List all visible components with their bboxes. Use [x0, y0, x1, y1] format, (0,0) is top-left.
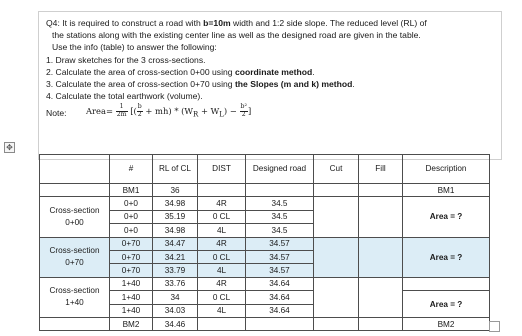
dist-cell: 4R	[198, 277, 246, 290]
header-designed: Designed road	[246, 155, 314, 184]
question-text	[46, 17, 494, 122]
description-cell	[403, 277, 490, 290]
table-row	[40, 317, 490, 330]
station-cell: 1+40	[110, 304, 153, 317]
area-description-cell	[403, 197, 490, 237]
table-row	[40, 184, 490, 197]
table-row	[40, 277, 490, 290]
dist-cell: 0 CL	[198, 210, 246, 223]
step-text: 3. Calculate the area of cross-section 0+70 using	[46, 79, 235, 90]
question-text-span: width and 1:2 side slope. The reduced level (RL) of	[230, 18, 427, 28]
designed-cell: 34.64	[246, 291, 314, 304]
survey-table	[39, 154, 490, 331]
designed-cell: 34.5	[246, 224, 314, 237]
fraction-denominator: 2	[137, 111, 142, 119]
step-text: 2. Calculate the area of cross-section 0+00 using	[46, 66, 235, 77]
table-row	[40, 197, 490, 210]
station-cell: 0+70	[110, 264, 153, 277]
header-description: Description	[403, 155, 490, 184]
fill-cell	[359, 184, 403, 197]
dist-cell: 4R	[198, 237, 246, 250]
area-formula	[86, 104, 251, 121]
fraction-numerator: 1	[116, 104, 128, 112]
section-cell	[40, 184, 110, 197]
station-cell: 1+40	[110, 291, 153, 304]
formula-fraction	[240, 104, 248, 119]
formula-subscript: L	[219, 110, 224, 119]
formula-fraction	[116, 104, 128, 119]
step-4: 4. Calculate the total earthwork (volume).	[46, 91, 203, 102]
cut-cell	[314, 277, 359, 317]
station-cell: 0+0	[110, 210, 153, 223]
question-line-1	[46, 17, 494, 29]
designed-cell: 34.5	[246, 210, 314, 223]
rl-cell: 34.98	[153, 224, 198, 237]
question-text-span: Q4: It is required to construct a road with	[46, 18, 204, 28]
formula-text: + mh) * (W	[145, 106, 194, 117]
step-text: .	[352, 79, 355, 90]
designed-cell: 34.57	[246, 264, 314, 277]
dist-cell	[198, 317, 246, 330]
table-move-handle-icon[interactable]: ✥	[4, 142, 15, 153]
table-header-row	[40, 155, 490, 184]
station-cell: BM2	[110, 317, 153, 330]
rl-cell: 34.98	[153, 197, 198, 210]
station-cell: 1+40	[110, 277, 153, 290]
section-cell: Cross-section 0+00	[40, 197, 110, 237]
station-cell: 0+70	[110, 237, 153, 250]
rl-cell: 35.19	[153, 210, 198, 223]
step-bold: coordinate method	[234, 66, 313, 77]
step-text: .	[312, 66, 315, 77]
step-1: 1. Draw sketches for the 3 cross-sections.	[46, 54, 206, 65]
formula-text: + W	[198, 106, 220, 117]
question-line-3: Use the info (table) to answer the following:	[52, 42, 217, 53]
designed-cell: 34.64	[246, 277, 314, 290]
cut-cell	[314, 197, 359, 237]
fill-cell	[359, 317, 403, 330]
designed-cell: 34.64	[246, 304, 314, 317]
designed-cell	[246, 184, 314, 197]
rl-cell: 33.76	[153, 277, 198, 290]
section-cell: Cross-section 0+70	[40, 237, 110, 277]
fill-cell	[359, 237, 403, 277]
station-cell: 0+0	[110, 197, 153, 210]
station-cell: 0+70	[110, 250, 153, 263]
step-2	[46, 66, 494, 78]
cut-cell	[314, 184, 359, 197]
area-prompt: Area = ?	[429, 299, 463, 309]
header-rl: RL of CL	[153, 155, 198, 184]
note-line	[46, 104, 494, 122]
rl-cell: 34.47	[153, 237, 198, 250]
fill-cell	[359, 197, 403, 237]
dist-cell	[198, 184, 246, 197]
step-3	[46, 78, 494, 90]
header-fill: Fill	[359, 155, 403, 184]
description-cell: BM2	[403, 317, 490, 330]
area-description-cell	[403, 237, 490, 277]
rl-cell: 34.03	[153, 304, 198, 317]
table-resize-handle[interactable]	[489, 321, 500, 332]
designed-cell: 34.57	[246, 250, 314, 263]
station-cell: BM1	[110, 184, 153, 197]
dist-cell: 4L	[198, 224, 246, 237]
table-row	[40, 237, 490, 250]
fill-cell	[359, 277, 403, 317]
question-line-2: the stations along with the existing center line as well as the designed road are given in the table.	[52, 30, 421, 41]
dist-cell: 4R	[198, 197, 246, 210]
station-cell: 0+0	[110, 224, 153, 237]
area-prompt: Area = ?	[429, 252, 463, 262]
fraction-denominator: 2m	[116, 111, 127, 119]
rl-cell: 33.79	[153, 264, 198, 277]
rl-cell: 36	[153, 184, 198, 197]
header-section	[40, 155, 110, 184]
header-station: #	[110, 155, 153, 184]
dist-cell: 4L	[198, 264, 246, 277]
fraction-numerator: b	[137, 103, 142, 111]
fraction-numerator: b²	[240, 103, 247, 111]
section-cell: Cross-section 1+40	[40, 277, 110, 317]
header-cut: Cut	[314, 155, 359, 184]
dist-cell: 4L	[198, 304, 246, 317]
rl-cell: 34.46	[153, 317, 198, 330]
dist-cell: 0 CL	[198, 250, 246, 263]
fraction-denominator: 2	[241, 111, 246, 119]
cut-cell	[314, 237, 359, 277]
formula-text: ) −	[223, 106, 237, 117]
designed-cell	[246, 317, 314, 330]
rl-cell: 34	[153, 291, 198, 304]
step-bold: the Slopes (m and k) method	[234, 79, 353, 90]
designed-cell: 34.5	[246, 197, 314, 210]
area-description-cell	[403, 291, 490, 318]
formula-text: [(	[130, 106, 137, 117]
note-label: Note:	[46, 108, 67, 119]
formula-text: ]	[247, 106, 252, 117]
designed-cell: 34.57	[246, 237, 314, 250]
section-cell	[40, 317, 110, 330]
road-width-bold: b=10m	[203, 18, 231, 28]
formula-subscript: R	[193, 110, 199, 119]
cut-cell	[314, 317, 359, 330]
description-cell: BM1	[403, 184, 490, 197]
area-prompt: Area = ?	[429, 212, 463, 222]
rl-cell: 34.21	[153, 250, 198, 263]
header-dist: DIST	[198, 155, 246, 184]
formula-text: Area=	[86, 106, 114, 117]
dist-cell: 0 CL	[198, 291, 246, 304]
formula-fraction	[137, 104, 143, 119]
